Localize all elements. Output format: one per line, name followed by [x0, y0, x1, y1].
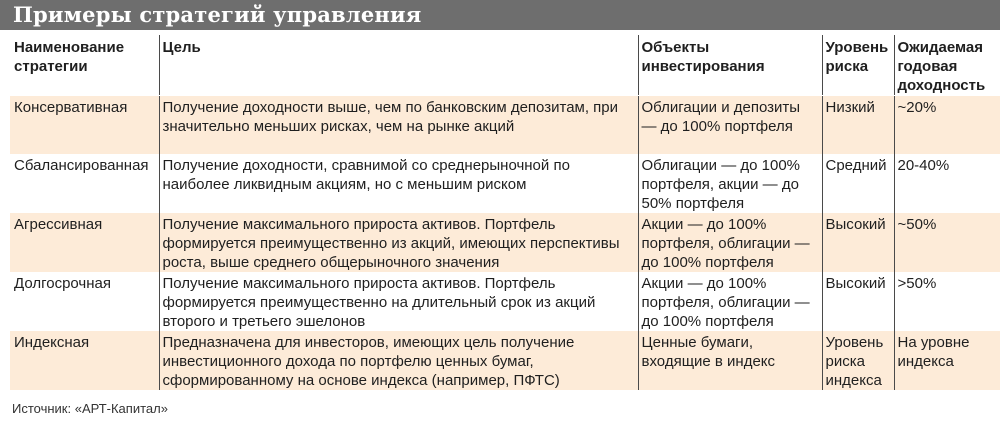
- cell-goal: Получение доходности, сравнимой со среднерыночной по наиболее ликвидным акциям, но с меньшим риском: [159, 154, 638, 213]
- strategy-table: [10, 35, 1000, 390]
- table-row: [10, 213, 1000, 272]
- cell-strategy-name: Долгосрочная: [10, 272, 159, 331]
- table-row: [10, 96, 1000, 155]
- table-row: [10, 331, 1000, 390]
- header-risk-level: Уровень риска: [822, 35, 894, 96]
- cell-goal: Получение максимального прироста активов. Портфель формируется преимущественно из акций, имеющих перспективы роста, выше среднего общерыночного значения: [159, 213, 638, 272]
- cell-strategy-name: Агрессивная: [10, 213, 159, 272]
- cell-investment-objects: Облигации и депозиты — до 100% портфеля: [638, 96, 822, 155]
- cell-strategy-name: Сбалансированная: [10, 154, 159, 213]
- header-investment-objects: Объекты инвестирования: [638, 35, 822, 96]
- cell-goal: Получение доходности выше, чем по банковским депозитам, при значительно меньших рисках, чем на рынке акций: [159, 96, 638, 155]
- cell-expected-return: >50%: [894, 272, 1000, 331]
- header-goal: Цель: [159, 35, 638, 96]
- cell-risk-level: Средний: [822, 154, 894, 213]
- cell-strategy-name: Индексная: [10, 331, 159, 390]
- cell-expected-return: ~20%: [894, 96, 1000, 155]
- cell-investment-objects: Акции — до 100% портфеля, облигации — до 100% портфеля: [638, 272, 822, 331]
- header-strategy-name: Наименование стратегии: [10, 35, 159, 96]
- table-header-row: [10, 35, 1000, 96]
- cell-goal: Предназначена для инвесторов, имеющих цель получение инвестиционного дохода по портфелю ценных бумаг, сформированному на основе индекса (например, ПФТС): [159, 331, 638, 390]
- cell-risk-level: Уровень риска индекса: [822, 331, 894, 390]
- cell-risk-level: Высокий: [822, 272, 894, 331]
- cell-risk-level: Низкий: [822, 96, 894, 155]
- header-expected-return: Ожидаемая годовая доходность: [894, 35, 1000, 96]
- source-note: Источник: «АРТ-Капитал»: [12, 401, 168, 416]
- cell-expected-return: 20-40%: [894, 154, 1000, 213]
- cell-expected-return: ~50%: [894, 213, 1000, 272]
- cell-goal: Получение максимального прироста активов. Портфель формируется преимущественно на длительный срок из акций второго и третьего эшелонов: [159, 272, 638, 331]
- table-row: [10, 154, 1000, 213]
- cell-strategy-name: Консервативная: [10, 96, 159, 155]
- cell-investment-objects: Облигации — до 100% портфеля, акции — до 50% портфеля: [638, 154, 822, 213]
- table-row: [10, 272, 1000, 331]
- cell-investment-objects: Акции — до 100% портфеля, облигации — до 100% портфеля: [638, 213, 822, 272]
- cell-investment-objects: Ценные бумаги, входящие в индекс: [638, 331, 822, 390]
- page-title: Примеры стратегий управления: [13, 2, 422, 27]
- title-bar: [0, 0, 1000, 30]
- cell-expected-return: На уровне индекса: [894, 331, 1000, 390]
- cell-risk-level: Высокий: [822, 213, 894, 272]
